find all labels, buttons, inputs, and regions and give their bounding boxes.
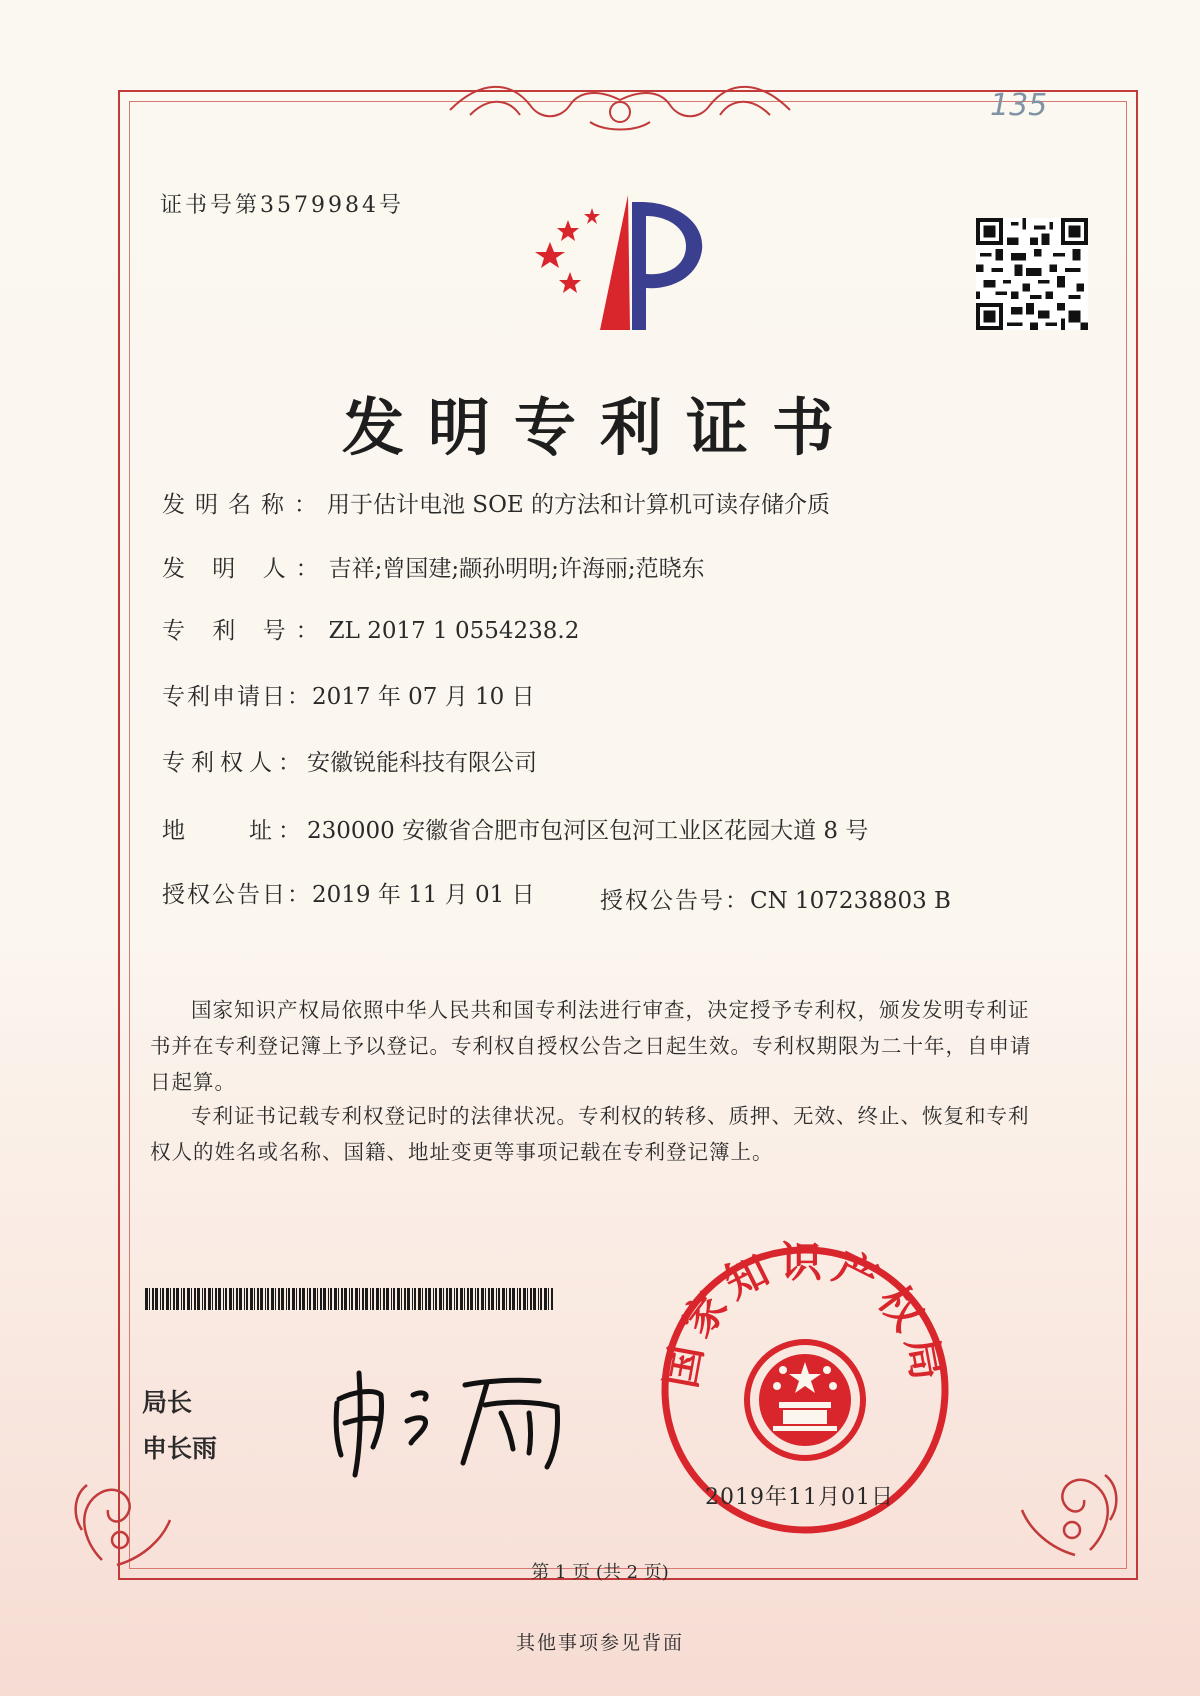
director-signature — [325, 1355, 595, 1480]
field-label: 授权公告日： — [162, 882, 312, 908]
seal-text: 国家知识产权局 — [655, 1240, 955, 1392]
field-value: 安徽锐能科技有限公司 — [307, 750, 537, 776]
field-value: 吉祥;曾国建;颛孙明明;许海丽;范晓东 — [328, 556, 705, 582]
field-value: 2019 年 11 月 01 日 — [312, 882, 535, 908]
field-inventors — [162, 550, 705, 583]
field-value: ZL 2017 1 0554238.2 — [328, 618, 580, 644]
field-label: 专利权人： — [162, 750, 307, 776]
field-value: 230000 安徽省合肥市包河区包河工业区花园大道 8 号 — [307, 818, 869, 844]
field-grant-number — [600, 882, 951, 915]
corner-ornament-icon — [62, 1440, 192, 1570]
top-ornament-icon — [440, 70, 800, 140]
paragraph-legal-status: 专利证书记载专利权登记时的法律状况。专利权的转移、质押、无效、终止、恢复和专利权人的姓名或名称、国籍、地址变更等事项记载在专利登记簿上。 — [150, 1104, 1030, 1164]
field-label: 地 址： — [162, 818, 307, 844]
field-address — [162, 812, 868, 845]
handwritten-note: 135 — [990, 88, 1048, 123]
field-grant-date — [162, 876, 535, 909]
barcode-icon — [145, 1288, 555, 1310]
paragraph-grant-statement: 国家知识产权局依照中华人民共和国专利法进行审查，决定授予专利权，颁发发明专利证书并在专利登记簿上予以登记。专利权自授权公告之日起生效。专利权期限为二十年，自申请日起算。 — [150, 998, 1032, 1094]
seal-date: 2019年11月01日 — [705, 1485, 894, 1510]
field-label: 发 明 人： — [162, 556, 329, 582]
field-label: 专 利 号： — [162, 618, 329, 644]
field-label: 发明名称： — [162, 492, 327, 518]
state-emblem-icon — [747, 1342, 863, 1458]
field-patent-number — [162, 612, 579, 645]
field-label: 授权公告号： — [600, 888, 750, 914]
director-title: 局长 — [142, 1388, 193, 1417]
field-value: CN 107238803 B — [750, 888, 951, 914]
patent-office-emblem-icon — [530, 190, 730, 340]
page-indicator: 第 1 页 (共 2 页) — [531, 1562, 669, 1583]
corner-ornament-icon — [1000, 1430, 1130, 1560]
footer-note: 其他事项参见背面 — [515, 1632, 684, 1654]
field-value: 2017 年 07 月 10 日 — [312, 684, 535, 710]
field-application-date — [162, 678, 535, 711]
field-value: 用于估计电池 SOE 的方法和计算机可读存储介质 — [327, 492, 831, 518]
field-invention-name — [162, 486, 830, 519]
field-patentee — [162, 744, 537, 777]
field-label: 专利申请日： — [162, 684, 312, 710]
qr-code-icon — [976, 218, 1088, 330]
certificate-title: 发明专利证书 — [341, 391, 858, 464]
certificate-number: 证书号第3579984号 — [160, 193, 404, 218]
director-name: 申长雨 — [142, 1434, 218, 1463]
